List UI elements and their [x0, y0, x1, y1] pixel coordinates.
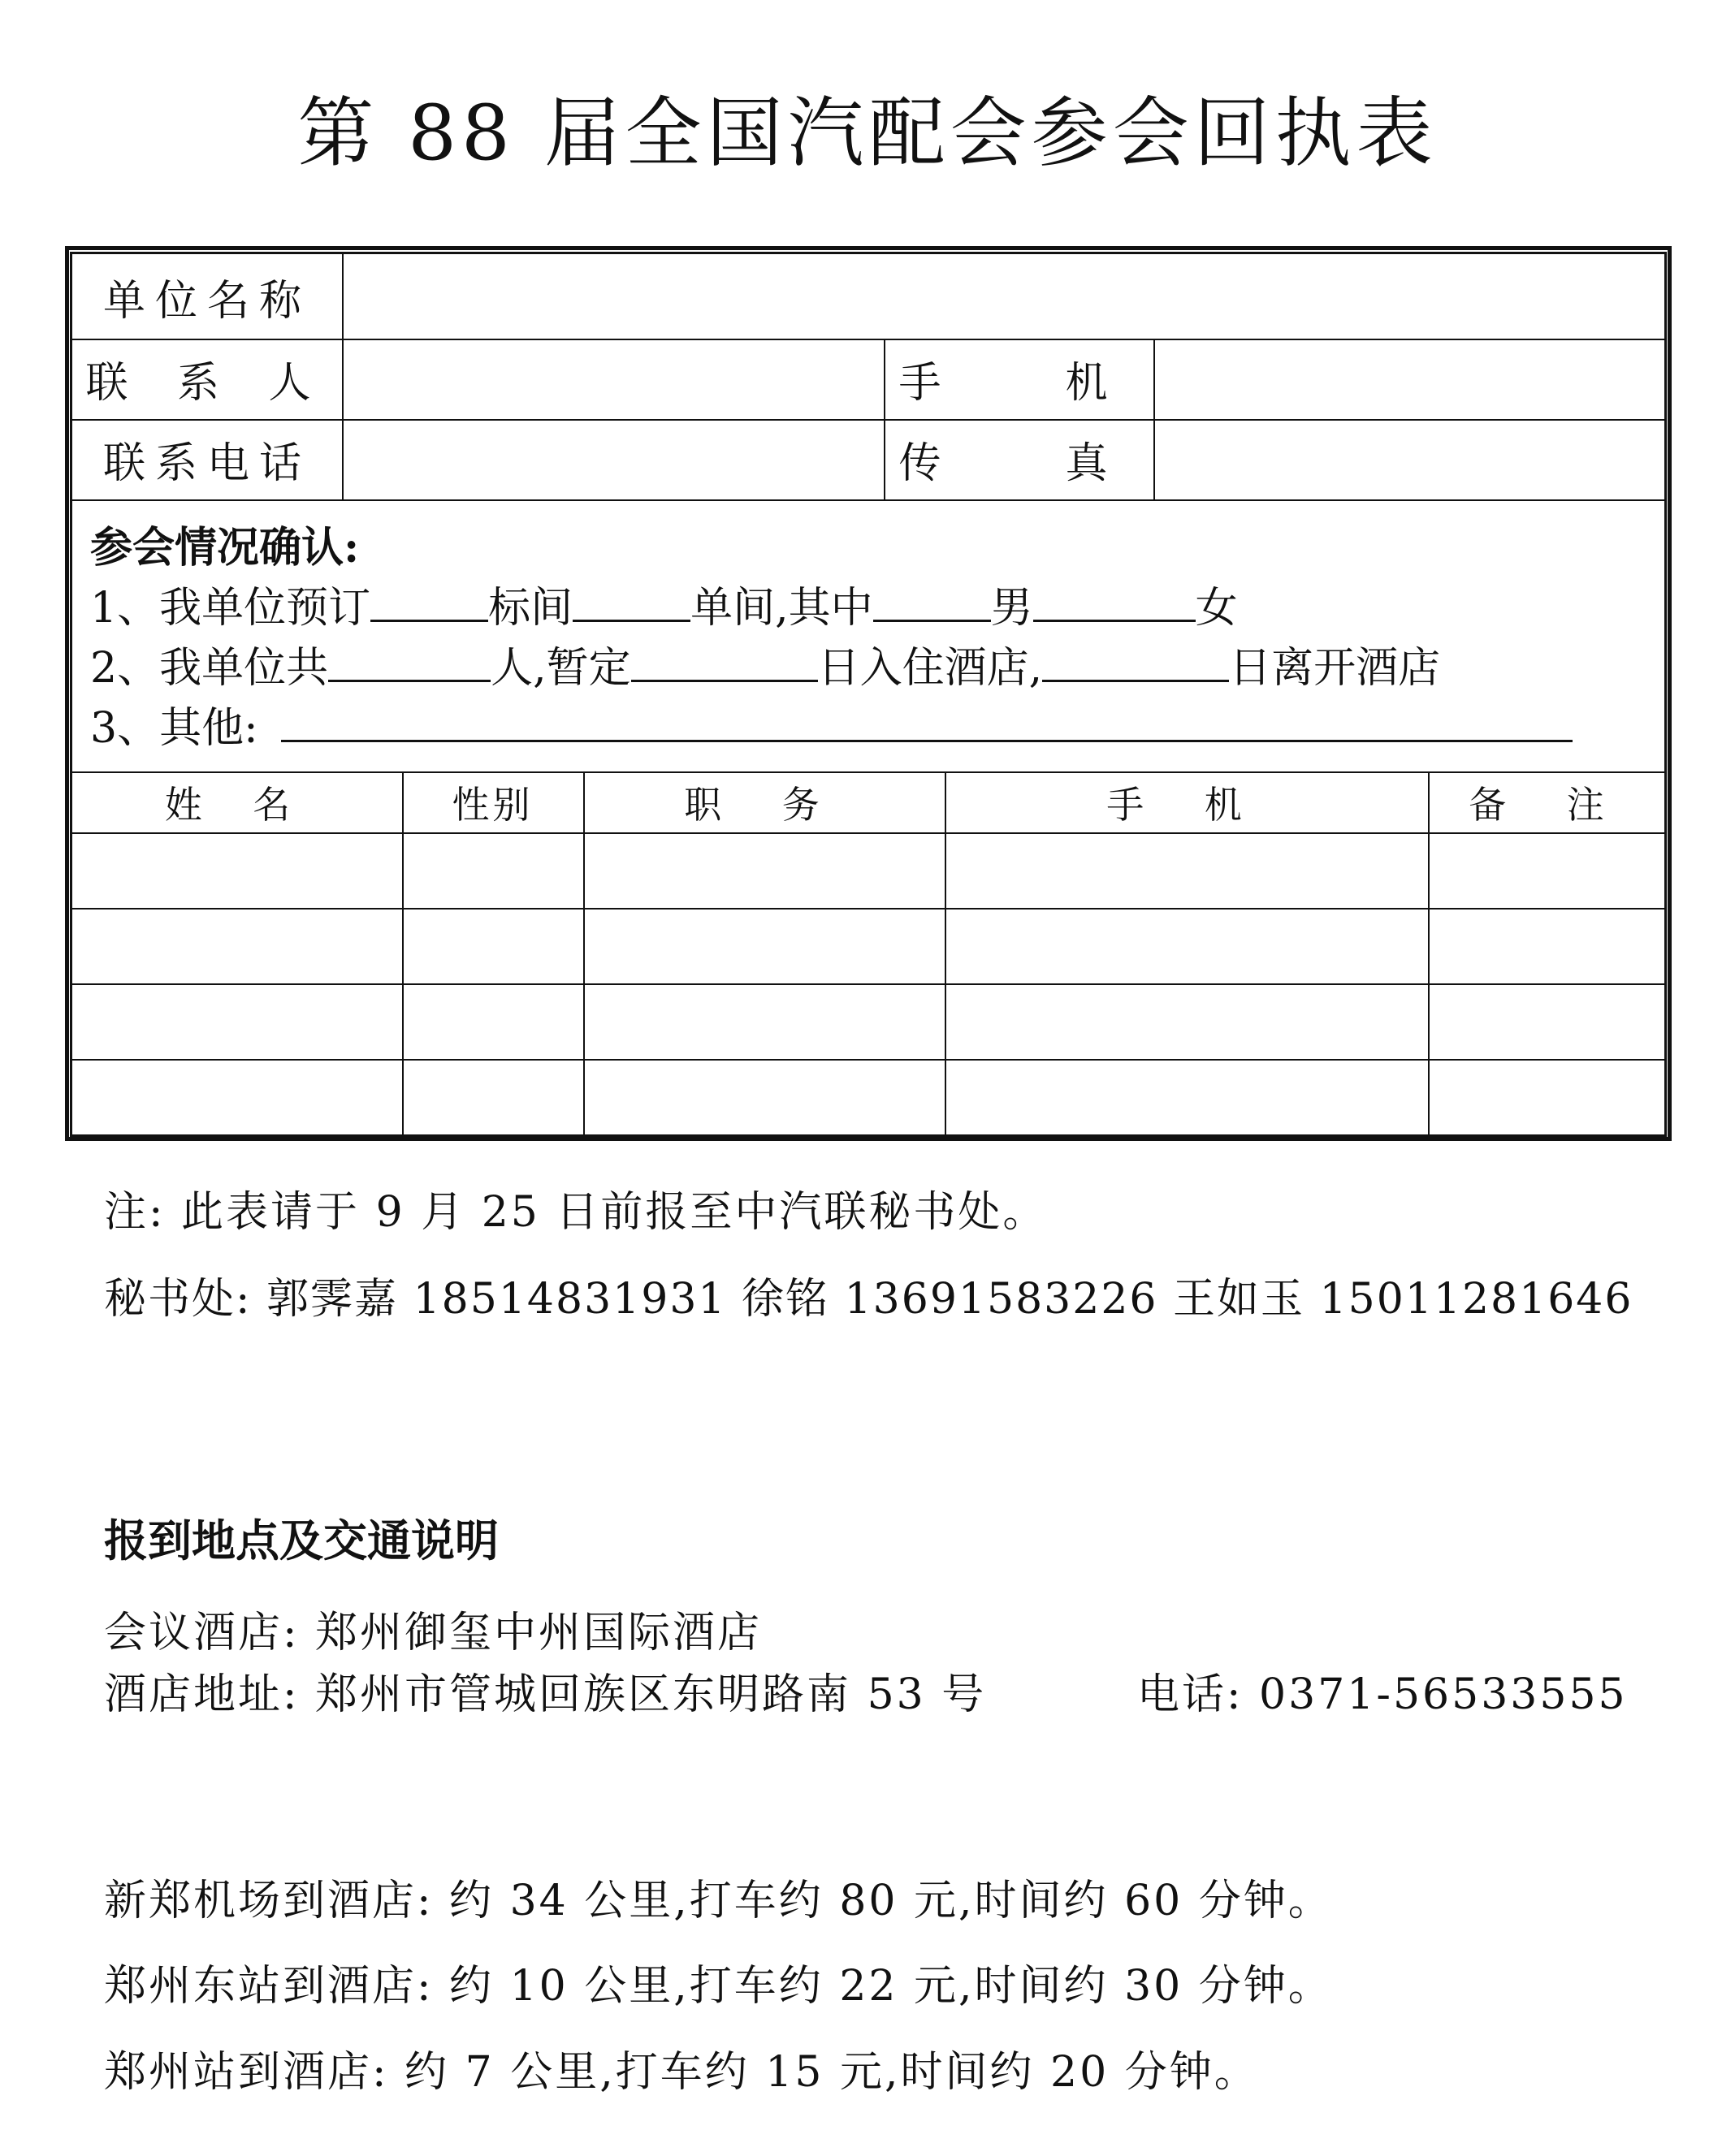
line1-seg2: 单间,其中: [690, 584, 873, 633]
secretariat-contacts: 秘书处: 郭霁嘉 18514831931 徐铭 13691583226 王如玉 15011281646: [104, 1275, 1633, 1324]
single-room-count-field[interactable]: [573, 579, 690, 622]
hotel-address: 酒店地址: 郑州市管城回族区东明路南 53 号: [104, 1670, 987, 1719]
confirmation-line-1: [90, 578, 1573, 638]
confirmation-heading: 参会情况确认:: [90, 523, 360, 572]
contact-field[interactable]: [344, 339, 884, 419]
line2-prefix: 2、我单位共: [90, 644, 329, 693]
transport-heading: 报到地点及交通说明: [104, 1515, 499, 1566]
header-position: 职 务: [684, 782, 844, 827]
unit-name-field[interactable]: [344, 254, 1666, 339]
attendee-count-field[interactable]: [328, 639, 491, 682]
hotel-name: 会议酒店: 郑州御玺中州国际酒店: [104, 1609, 763, 1657]
fax-field[interactable]: [1155, 419, 1667, 499]
contact-label: 联 系 人: [85, 359, 329, 408]
unit-name-label: 单位名称: [102, 276, 311, 326]
line2-seg2: 日入住酒店,: [817, 644, 1043, 693]
mobile-label: 手 机: [898, 359, 1140, 408]
hotel-tel: 电话: 0371-56533555: [1137, 1670, 1628, 1719]
female-count-field[interactable]: [1033, 579, 1196, 622]
confirmation-line-3: [90, 698, 1573, 758]
line3-prefix: 3、其他:: [90, 704, 258, 753]
standard-room-count-field[interactable]: [370, 579, 488, 622]
checkout-date-field[interactable]: [1042, 639, 1229, 682]
page-title: 第 88 届全国汽配会参会回执表: [297, 89, 1438, 178]
header-name: 姓 名: [164, 782, 310, 827]
header-remarks: 备 注: [1469, 782, 1629, 827]
header-mobile: 手 机: [1106, 782, 1266, 827]
checkin-date-field[interactable]: [631, 639, 818, 682]
male-count-field[interactable]: [873, 579, 991, 622]
route-east-station: 郑州东站到酒店: 约 10 公里,打车约 22 元,时间约 30 分钟。: [104, 1962, 1333, 2011]
other-notes-field[interactable]: [281, 699, 1573, 742]
deadline-note: 注: 此表请于 9 月 25 日前报至中汽联秘书处。: [104, 1188, 1048, 1237]
line2-seg3: 日离开酒店: [1229, 644, 1441, 693]
route-station: 郑州站到酒店: 约 7 公里,打车约 15 元,时间约 20 分钟。: [104, 2048, 1259, 2097]
route-airport: 新郑机场到酒店: 约 34 公里,打车约 80 元,时间约 60 分钟。: [104, 1877, 1333, 1925]
phone-label: 联系电话: [102, 439, 311, 488]
line1-seg3: 男: [990, 584, 1033, 633]
line1-seg1: 标间: [488, 584, 573, 633]
header-gender: 性别: [452, 782, 534, 827]
mobile-field[interactable]: [1155, 339, 1667, 419]
row-divider: [72, 499, 1667, 501]
confirmation-section: [90, 518, 1573, 758]
line1-seg4: 女: [1195, 584, 1238, 633]
fax-label: 传 真: [898, 439, 1140, 488]
line1-prefix: 1、我单位预订: [90, 584, 371, 633]
line2-seg1: 人,暂定: [491, 644, 631, 693]
phone-field[interactable]: [344, 419, 884, 499]
registration-form: [70, 252, 1667, 1137]
confirmation-line-2: [90, 638, 1573, 698]
